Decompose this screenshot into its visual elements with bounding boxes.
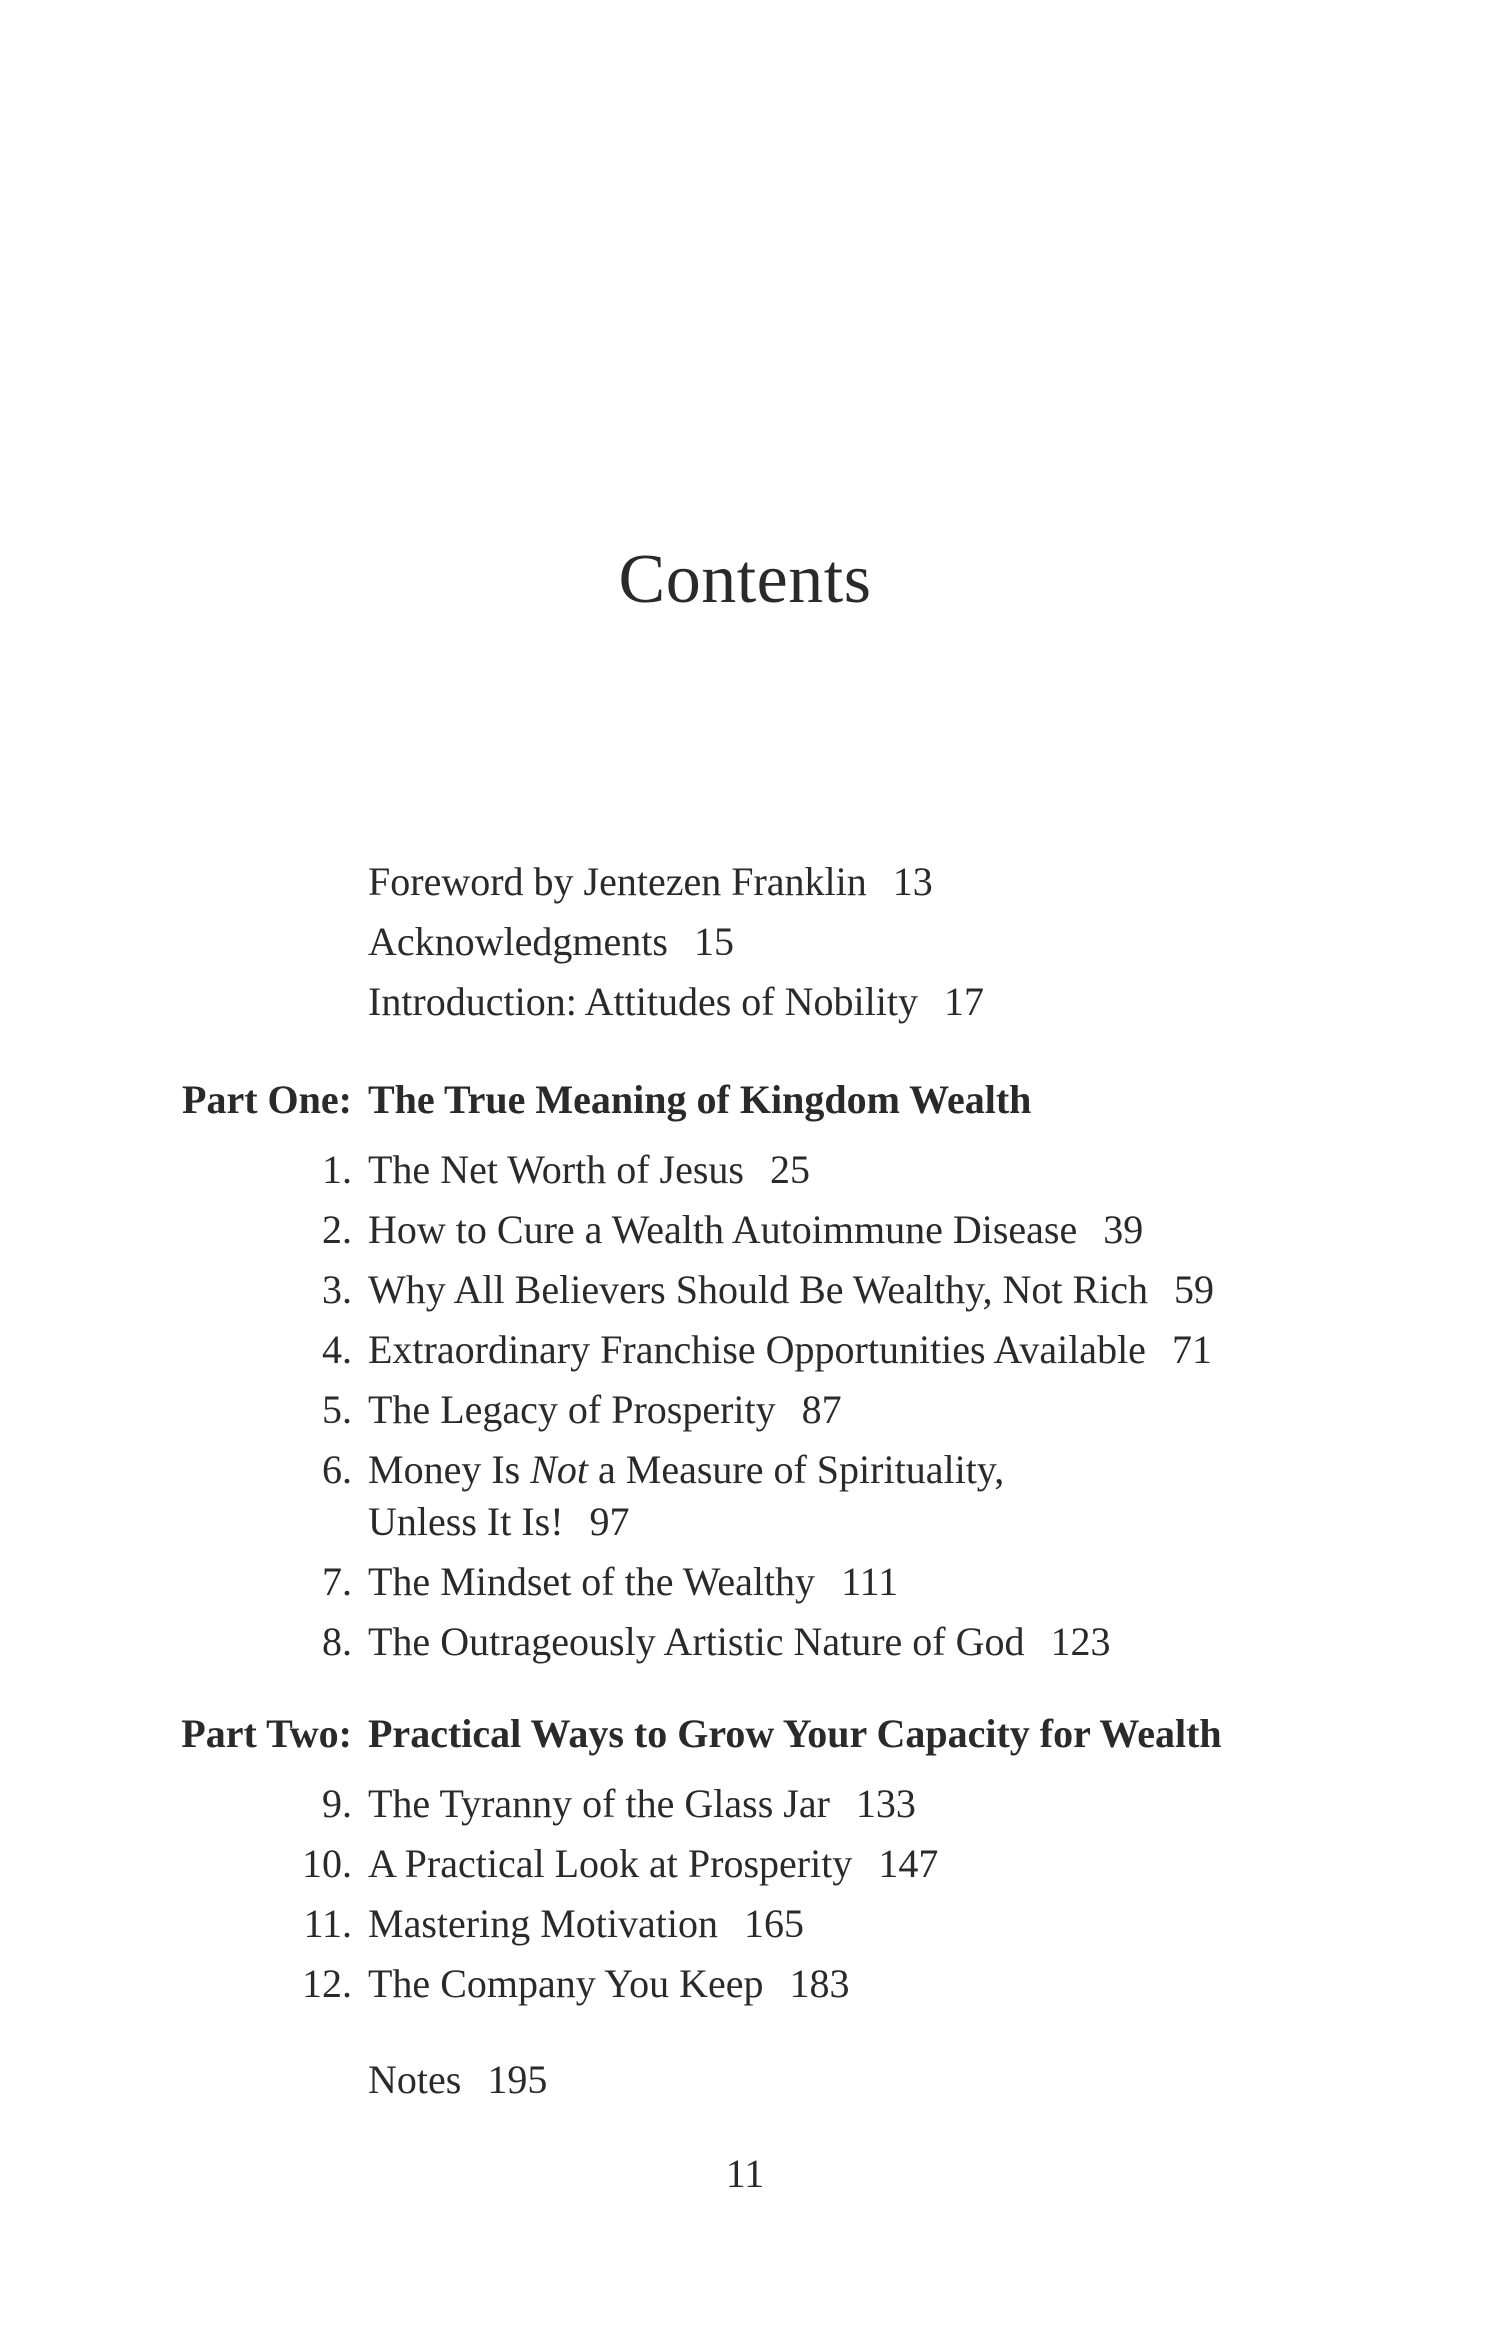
chapter-page: 123 [1050, 1619, 1111, 1664]
entry-title: Notes [368, 2057, 462, 2102]
chapter-number: 5. [322, 1387, 352, 1432]
chapter-page: 25 [769, 1147, 810, 1192]
chapter-title: The Legacy of Prosperity [368, 1387, 776, 1432]
chapter-number: 12. [302, 1961, 352, 2006]
part-two-title: Practical Ways to Grow Your Capacity for Wealth [368, 1711, 1222, 1756]
chapter-page: 39 [1103, 1207, 1144, 1252]
chapter-title: The Mindset of the Wealthy [368, 1559, 816, 1604]
toc-entry-notes [368, 2057, 548, 2102]
chapter-title-end: a Measure of Spirituality, [588, 1447, 1005, 1492]
chapter-number: 3. [322, 1267, 352, 1312]
chapter-title: The Tyranny of the Glass Jar [368, 1781, 830, 1826]
chapter-title: Extraordinary Franchise Opportunities Available [368, 1327, 1146, 1372]
chapter-page: 111 [841, 1559, 899, 1604]
chapter-page: 59 [1174, 1267, 1215, 1312]
chapter-page: 147 [878, 1841, 939, 1886]
chapter-number: 10. [302, 1841, 352, 1886]
part-one-title: The True Meaning of Kingdom Wealth [368, 1077, 1032, 1122]
chapter-number: 1. [322, 1147, 352, 1192]
page-title: Contents [618, 541, 872, 618]
entry-page: 15 [693, 919, 734, 964]
chapter-title: How to Cure a Wealth Autoimmune Disease [368, 1207, 1078, 1252]
chapter-title: Mastering Motivation [368, 1901, 718, 1946]
chapter-page: 87 [801, 1387, 842, 1432]
chapter-page: 183 [789, 1961, 850, 2006]
chapter-page: 165 [743, 1901, 804, 1946]
chapter-page: 133 [855, 1781, 916, 1826]
chapter-number: 6. [322, 1447, 352, 1492]
toc-chapter-6 [0, 1447, 1500, 1550]
chapter-number: 2. [322, 1207, 352, 1252]
chapter-number: 7. [322, 1559, 352, 1604]
toc-entry-foreword [368, 859, 933, 904]
chapter-title: Why All Believers Should Be Wealthy, Not Rich [368, 1267, 1149, 1312]
chapter-title-emphasis: Not [530, 1447, 589, 1492]
chapter-title: The Company You Keep [368, 1961, 764, 2006]
entry-page: 195 [487, 2057, 548, 2102]
chapter-title: The Net Worth of Jesus [368, 1147, 744, 1192]
part-two-label: Part Two: [181, 1711, 352, 1756]
chapter-number: 11. [303, 1901, 352, 1946]
toc-entry-acknowledgments [368, 919, 734, 964]
toc-entry-introduction [368, 979, 984, 1024]
entry-page: 17 [943, 979, 984, 1024]
chapter-page: 97 [589, 1499, 630, 1544]
chapter-number: 8. [322, 1619, 352, 1664]
chapter-title: The Outrageously Artistic Nature of God [368, 1619, 1025, 1664]
chapter-number: 4. [322, 1327, 352, 1372]
chapter-number: 9. [322, 1781, 352, 1826]
entry-title: Foreword by Jentezen Franklin [368, 859, 867, 904]
chapter-title-line2: Unless It Is! [368, 1499, 564, 1544]
page-number: 11 [725, 2151, 765, 2196]
entry-title: Introduction: Attitudes of Nobility [368, 979, 918, 1024]
chapter-title-start: Money Is [368, 1447, 531, 1492]
chapter-title: A Practical Look at Prosperity [368, 1841, 853, 1886]
entry-title: Acknowledgments [368, 919, 668, 964]
chapter-page: 71 [1171, 1327, 1212, 1372]
part-one-label: Part One: [182, 1077, 352, 1122]
entry-page: 13 [892, 859, 933, 904]
